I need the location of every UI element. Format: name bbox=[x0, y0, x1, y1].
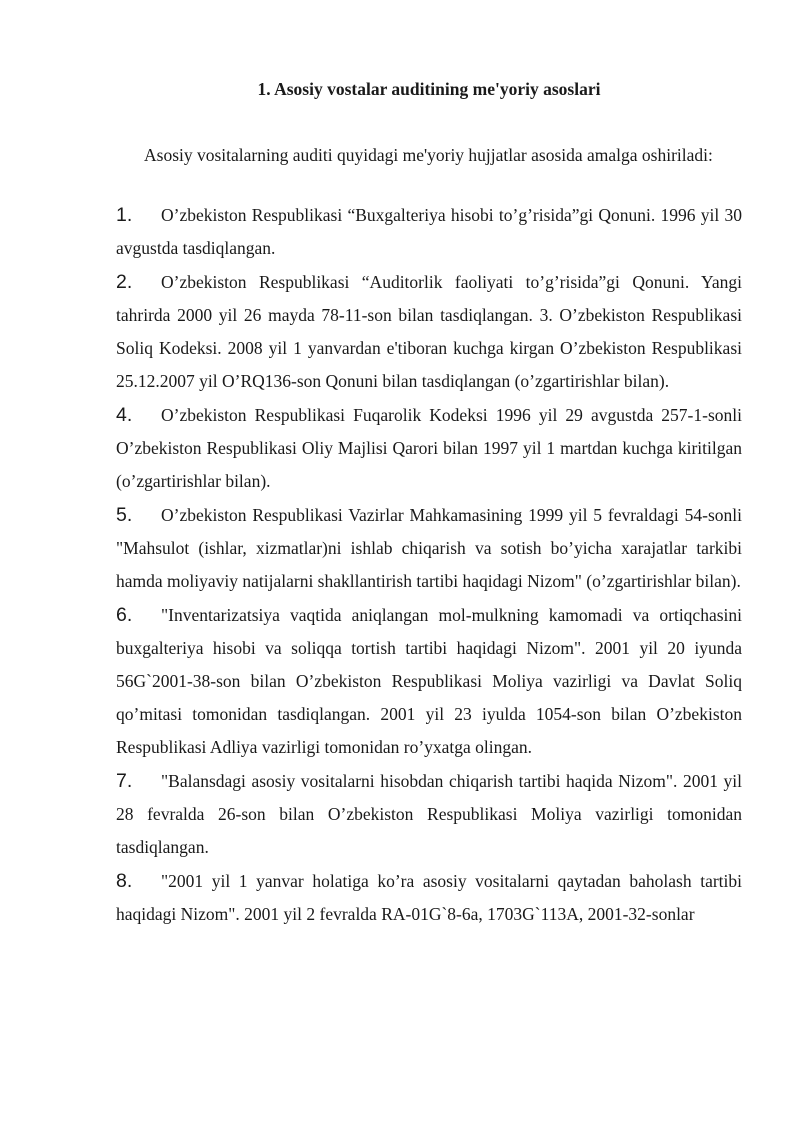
list-item-number: 6. bbox=[116, 604, 133, 626]
list-item-number: 1. bbox=[116, 204, 133, 226]
list-item-text: O’zbekiston Respublikasi Vazirlar Mahkamasining 1999 yil 5 fevraldagi 54-sonli "Mahsulot (ishlar, xizmatlar)ni ishlab chiqarish va sotish bo’yicha xarajatlar tarkibi hamda moliyaviy natijalarni shakllantirish tartibi haqidagi Nizom" (o’zgartirishlar bilan). bbox=[116, 505, 742, 591]
list-item bbox=[116, 499, 742, 598]
list-item-number: 5. bbox=[116, 504, 133, 526]
list-item bbox=[116, 599, 742, 764]
regulation-list bbox=[116, 199, 742, 932]
list-item-text: "2001 yil 1 yanvar holatiga ko’ra asosiy vositalarni qaytadan baholash tartibi haqidagi Nizom". 2001 yil 2 fevralda RA-01G`8-6a, 1703G`113A, 2001-32-sonlar bbox=[116, 871, 742, 924]
list-item-number: 4. bbox=[116, 404, 133, 426]
list-item-number: 2. bbox=[116, 271, 133, 293]
list-item bbox=[116, 199, 742, 265]
list-item-text: O’zbekiston Respublikasi Fuqarolik Kodeksi 1996 yil 29 avgustda 257-1-sonli O’zbekiston Respublikasi Oliy Majlisi Qarori bilan 1997 yil 1 martdan kuchga kiritilgan (o’zgartirishlar bilan). bbox=[116, 405, 742, 491]
list-item-number: 7. bbox=[116, 770, 133, 792]
list-item-text: "Inventarizatsiya vaqtida aniqlangan mol-mulkning kamomadi va ortiqchasini buxgalteriya hisobi va soliqqa tortish tartibi haqidagi Nizom". 2001 yil 20 iyunda 56G`2001-38-son bilan O’zbekiston Respublikasi Moliya vazirligi va Davlat Soliq qo’mitasi tomonidan tasdiqlangan. 2001 yil 23 iyulda 1054-son bilan O’zbekiston Respublikasi Adliya vazirligi tomonidan ro’yxatga olingan. bbox=[116, 605, 742, 757]
intro-paragraph: Asosiy vositalarning auditi quyidagi me'yoriy hujjatlar asosida amalga oshiriladi: bbox=[144, 145, 713, 165]
list-item-text: "Balansdagi asosiy vositalarni hisobdan chiqarish tartibi haqida Nizom". 2001 yil 28 fevralda 26-son bilan O’zbekiston Respublikasi Moliya vazirligi tomonidan tasdiqlangan. bbox=[116, 771, 742, 857]
list-item-text: O’zbekiston Respublikasi “Buxgalteriya hisobi to’g’risida”gi Qonuni. 1996 yil 30 avgustda tasdiqlangan. bbox=[116, 205, 742, 258]
list-item-text: O’zbekiston Respublikasi “Auditorlik faoliyati to’g’risida”gi Qonuni. Yangi tahrirda 2000 yil 26 mayda 78-11-son bilan tasdiqlangan. 3. O’zbekiston Respublikasi Soliq Kodeksi. 2008 yil 1 yanvardan e'tiboran kuchga kirgan O’zbekiston Respublikasi 25.12.2007 yil O’RQ136-son Qonuni bilan tasdiqlangan (o’zgartirishlar bilan). bbox=[116, 272, 742, 391]
list-item bbox=[116, 765, 742, 864]
list-item-number: 8. bbox=[116, 870, 133, 892]
list-item bbox=[116, 266, 742, 398]
list-item bbox=[116, 865, 742, 931]
document-title: 1. Asosiy vostalar auditining me'yoriy asoslari bbox=[257, 79, 601, 99]
list-item bbox=[116, 399, 742, 498]
